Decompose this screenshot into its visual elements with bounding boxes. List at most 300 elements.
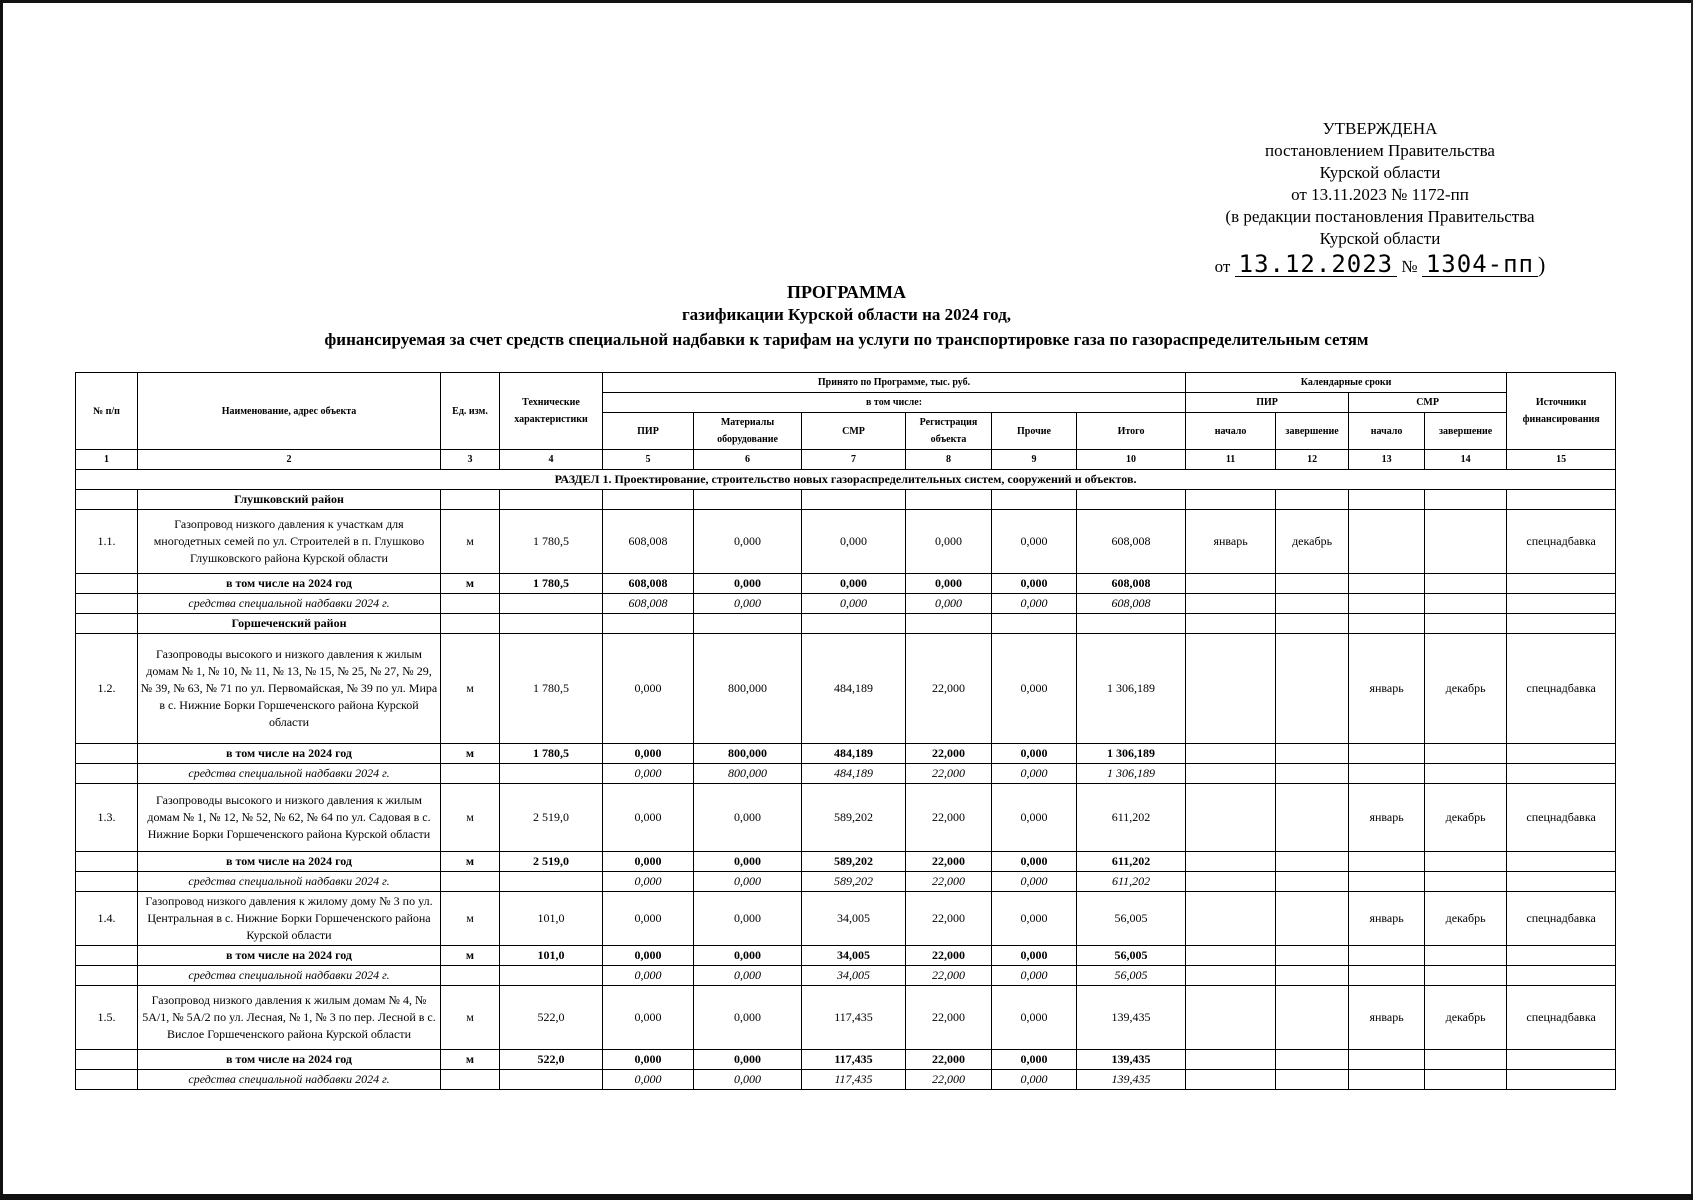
empty-cell	[76, 966, 138, 986]
fund-smr: 0,000	[802, 594, 906, 614]
empty-cell	[1507, 852, 1616, 872]
fund-label: средства специальной надбавки 2024 г.	[138, 966, 441, 986]
object-smr-end: декабрь	[1425, 634, 1507, 744]
object-total: 608,008	[1077, 510, 1186, 574]
empty-cell	[76, 744, 138, 764]
object-pir-end	[1276, 986, 1349, 1050]
district-empty-cell	[992, 614, 1077, 634]
empty-cell	[1349, 966, 1425, 986]
header-sources: Источники финансирования	[1507, 373, 1616, 450]
fund-label: средства специальной надбавки 2024 г.	[138, 594, 441, 614]
fund-registration: 22,000	[906, 966, 992, 986]
empty-cell	[76, 574, 138, 594]
empty-cell	[1186, 744, 1276, 764]
object-source: спецнадбавка	[1507, 986, 1616, 1050]
empty-cell	[1425, 872, 1507, 892]
fund-other: 0,000	[992, 966, 1077, 986]
header-other: Прочие	[992, 413, 1077, 450]
object-number: 1.4.	[76, 892, 138, 946]
empty-cell	[441, 594, 500, 614]
subtotal-materials: 800,000	[694, 744, 802, 764]
object-registration: 0,000	[906, 510, 992, 574]
column-number: 3	[441, 450, 500, 470]
fund-total: 611,202	[1077, 872, 1186, 892]
district-empty-cell	[441, 614, 500, 634]
subtotal-registration: 0,000	[906, 574, 992, 594]
empty-cell	[76, 946, 138, 966]
object-smr-end: декабрь	[1425, 784, 1507, 852]
object-smr: 0,000	[802, 510, 906, 574]
empty-cell	[1276, 1050, 1349, 1070]
header-materials: Материалы оборудование	[694, 413, 802, 450]
approval-handwritten-date: 13.12.2023	[1235, 252, 1398, 277]
column-number: 15	[1507, 450, 1616, 470]
empty-cell	[1349, 946, 1425, 966]
empty-cell	[1186, 852, 1276, 872]
object-row	[76, 784, 1616, 852]
object-pir-end	[1276, 634, 1349, 744]
object-total: 56,005	[1077, 892, 1186, 946]
object-number: 1.1.	[76, 510, 138, 574]
subtotal-total: 608,008	[1077, 574, 1186, 594]
object-source: спецнадбавка	[1507, 892, 1616, 946]
approval-line-2: Курской области	[1319, 163, 1441, 182]
empty-cell	[1425, 852, 1507, 872]
empty-cell	[1349, 1070, 1425, 1090]
header-accepted: Принято по Программе, тыс. руб.	[603, 373, 1186, 393]
column-number: 14	[1425, 450, 1507, 470]
subtotal-total: 1 306,189	[1077, 744, 1186, 764]
empty-cell	[1507, 966, 1616, 986]
fund-total: 1 306,189	[1077, 764, 1186, 784]
empty-cell	[1276, 574, 1349, 594]
object-materials: 800,000	[694, 634, 802, 744]
object-tech: 2 519,0	[500, 784, 603, 852]
empty-cell	[1349, 744, 1425, 764]
district-empty-cell	[1077, 490, 1186, 510]
subtotal-smr: 34,005	[802, 946, 906, 966]
object-pir: 0,000	[603, 634, 694, 744]
empty-cell	[1507, 1050, 1616, 1070]
column-number: 8	[906, 450, 992, 470]
district-empty-cell	[441, 490, 500, 510]
empty-cell	[1276, 872, 1349, 892]
empty-cell	[1507, 594, 1616, 614]
fund-registration: 22,000	[906, 764, 992, 784]
empty-cell	[1276, 966, 1349, 986]
district-empty-cell	[1425, 614, 1507, 634]
subtotal-materials: 0,000	[694, 852, 802, 872]
header-start: начало	[1186, 413, 1276, 450]
subtotal-other: 0,000	[992, 744, 1077, 764]
empty-cell	[1349, 852, 1425, 872]
object-source: спецнадбавка	[1507, 510, 1616, 574]
object-total: 1 306,189	[1077, 634, 1186, 744]
empty-cell	[1186, 1050, 1276, 1070]
object-materials: 0,000	[694, 784, 802, 852]
subtotal-registration: 22,000	[906, 852, 992, 872]
header-tech: Технические характеристики	[500, 373, 603, 450]
section-row	[76, 470, 1616, 490]
subtotal-registration: 22,000	[906, 1050, 992, 1070]
subtotal-tech: 101,0	[500, 946, 603, 966]
empty-cell	[1425, 966, 1507, 986]
header-total: Итого	[1077, 413, 1186, 450]
fund-other: 0,000	[992, 872, 1077, 892]
empty-cell	[1276, 594, 1349, 614]
scan-edge-top	[0, 0, 1693, 3]
object-smr: 34,005	[802, 892, 906, 946]
subtotal-total: 56,005	[1077, 946, 1186, 966]
header-cal-pir: ПИР	[1186, 393, 1349, 413]
empty-cell	[1507, 574, 1616, 594]
approval-block	[1180, 118, 1580, 278]
approval-handwritten-number: 1304-пп	[1422, 252, 1538, 277]
approval-line-3: от 13.11.2023 № 1172-пп	[1291, 185, 1469, 204]
district-empty-cell	[76, 490, 138, 510]
fund-registration: 22,000	[906, 872, 992, 892]
empty-cell	[1425, 764, 1507, 784]
empty-cell	[1186, 946, 1276, 966]
object-pir-start	[1186, 986, 1276, 1050]
fund-materials: 0,000	[694, 1070, 802, 1090]
header-end-2: завершение	[1425, 413, 1507, 450]
header-name: Наименование, адрес объекта	[138, 373, 441, 450]
empty-cell	[1507, 946, 1616, 966]
object-row	[76, 986, 1616, 1050]
object-pir: 0,000	[603, 986, 694, 1050]
object-total: 611,202	[1077, 784, 1186, 852]
object-number: 1.2.	[76, 634, 138, 744]
object-smr: 117,435	[802, 986, 906, 1050]
empty-cell	[1507, 764, 1616, 784]
subtotal-pir: 0,000	[603, 852, 694, 872]
empty-cell	[1507, 744, 1616, 764]
object-other: 0,000	[992, 510, 1077, 574]
object-registration: 22,000	[906, 784, 992, 852]
column-number: 11	[1186, 450, 1276, 470]
object-materials: 0,000	[694, 892, 802, 946]
empty-cell	[441, 1070, 500, 1090]
subtotal-pir: 0,000	[603, 946, 694, 966]
object-smr-end: декабрь	[1425, 892, 1507, 946]
fund-pir: 0,000	[603, 1070, 694, 1090]
district-empty-cell	[1077, 614, 1186, 634]
empty-cell	[441, 872, 500, 892]
district-empty-cell	[1276, 614, 1349, 634]
subtotal-row	[76, 852, 1616, 872]
approval-line-1: постановлением Правительства	[1265, 141, 1495, 160]
header-cal-smr: СМР	[1349, 393, 1507, 413]
district-empty-cell	[802, 614, 906, 634]
subtotal-pir: 0,000	[603, 744, 694, 764]
fund-row	[76, 594, 1616, 614]
object-number: 1.5.	[76, 986, 138, 1050]
column-number: 4	[500, 450, 603, 470]
fund-materials: 800,000	[694, 764, 802, 784]
subtotal-total: 611,202	[1077, 852, 1186, 872]
object-smr-start: январь	[1349, 634, 1425, 744]
header-row-1	[76, 373, 1616, 393]
subtotal-pir: 0,000	[603, 1050, 694, 1070]
object-name: Газопроводы высокого и низкого давления к жилым домам № 1, № 10, № 11, № 13, № 15, № 25, № 27, № 29, № 39, № 63, № 71 по ул. Первомайская, № 39 по ул. Мира в с. Нижние Борки Горшеченского района Курской области	[138, 634, 441, 744]
object-registration: 22,000	[906, 986, 992, 1050]
header-num: № п/п	[76, 373, 138, 450]
empty-cell	[76, 1050, 138, 1070]
district-empty-cell	[76, 614, 138, 634]
district-empty-cell	[603, 490, 694, 510]
empty-cell	[500, 872, 603, 892]
column-number: 7	[802, 450, 906, 470]
subtotal-registration: 22,000	[906, 946, 992, 966]
column-number: 12	[1276, 450, 1349, 470]
object-name: Газопровод низкого давления к участкам для многодетных семей по ул. Строителей в п. Глушково Глушковского района Курской области	[138, 510, 441, 574]
fund-smr: 589,202	[802, 872, 906, 892]
approval-line-4: (в редакции постановления Правительства	[1225, 207, 1535, 226]
subtotal-label: в том числе на 2024 год	[138, 852, 441, 872]
object-smr-start: январь	[1349, 784, 1425, 852]
subtotal-unit: м	[441, 852, 500, 872]
district-name: Горшеченский район	[138, 614, 441, 634]
district-row-glushkovo	[76, 490, 1616, 510]
empty-cell	[441, 764, 500, 784]
empty-cell	[500, 764, 603, 784]
object-tech: 522,0	[500, 986, 603, 1050]
approval-close-paren: )	[1538, 252, 1546, 277]
fund-pir: 0,000	[603, 872, 694, 892]
subtotal-other: 0,000	[992, 852, 1077, 872]
object-pir-end	[1276, 892, 1349, 946]
fund-total: 56,005	[1077, 966, 1186, 986]
subtotal-unit: м	[441, 946, 500, 966]
fund-pir: 0,000	[603, 764, 694, 784]
object-number: 1.3.	[76, 784, 138, 852]
fund-row	[76, 1070, 1616, 1090]
subtotal-smr: 0,000	[802, 574, 906, 594]
object-row	[76, 892, 1616, 946]
object-unit: м	[441, 634, 500, 744]
fund-materials: 0,000	[694, 594, 802, 614]
program-title: ПРОГРАММА	[786, 282, 906, 302]
object-tech: 1 780,5	[500, 634, 603, 744]
fund-smr: 34,005	[802, 966, 906, 986]
column-number: 5	[603, 450, 694, 470]
object-materials: 0,000	[694, 510, 802, 574]
district-empty-cell	[1349, 490, 1425, 510]
empty-cell	[1276, 852, 1349, 872]
object-tech: 1 780,5	[500, 510, 603, 574]
fund-other: 0,000	[992, 594, 1077, 614]
empty-cell	[1425, 1050, 1507, 1070]
object-smr: 589,202	[802, 784, 906, 852]
fund-total: 608,008	[1077, 594, 1186, 614]
fund-other: 0,000	[992, 1070, 1077, 1090]
object-registration: 22,000	[906, 892, 992, 946]
object-smr: 484,189	[802, 634, 906, 744]
fund-registration: 22,000	[906, 1070, 992, 1090]
district-empty-cell	[1507, 614, 1616, 634]
fund-registration: 0,000	[906, 594, 992, 614]
empty-cell	[1507, 872, 1616, 892]
empty-cell	[500, 1070, 603, 1090]
subtotal-materials: 0,000	[694, 574, 802, 594]
object-unit: м	[441, 986, 500, 1050]
district-empty-cell	[906, 490, 992, 510]
empty-cell	[1425, 946, 1507, 966]
district-empty-cell	[906, 614, 992, 634]
object-other: 0,000	[992, 892, 1077, 946]
fund-pir: 0,000	[603, 966, 694, 986]
empty-cell	[76, 1070, 138, 1090]
empty-cell	[76, 872, 138, 892]
subtotal-label: в том числе на 2024 год	[138, 946, 441, 966]
subtotal-tech: 522,0	[500, 1050, 603, 1070]
object-row	[76, 634, 1616, 744]
header-calendar: Календарные сроки	[1186, 373, 1507, 393]
empty-cell	[1186, 764, 1276, 784]
approval-from-word: от	[1214, 257, 1231, 276]
empty-cell	[1186, 574, 1276, 594]
empty-cell	[1186, 1070, 1276, 1090]
district-empty-cell	[500, 614, 603, 634]
fund-row	[76, 966, 1616, 986]
section-title: РАЗДЕЛ 1. Проектирование, строительство новых газораспределительных систем, сооружений и объектов.	[76, 470, 1616, 490]
column-number: 13	[1349, 450, 1425, 470]
subtotal-row	[76, 1050, 1616, 1070]
empty-cell	[76, 764, 138, 784]
empty-cell	[1276, 744, 1349, 764]
header-smr: СМР	[802, 413, 906, 450]
object-other: 0,000	[992, 634, 1077, 744]
district-empty-cell	[1507, 490, 1616, 510]
fund-row	[76, 872, 1616, 892]
fund-pir: 608,008	[603, 594, 694, 614]
district-empty-cell	[1425, 490, 1507, 510]
subtotal-row	[76, 946, 1616, 966]
district-empty-cell	[500, 490, 603, 510]
object-unit: м	[441, 510, 500, 574]
object-smr-start: январь	[1349, 986, 1425, 1050]
district-empty-cell	[1276, 490, 1349, 510]
fund-label: средства специальной надбавки 2024 г.	[138, 1070, 441, 1090]
fund-other: 0,000	[992, 764, 1077, 784]
object-pir-end	[1276, 784, 1349, 852]
object-name: Газопроводы высокого и низкого давления к жилым домам № 1, № 12, № 52, № 62, № 64 по ул. Садовая в с. Нижние Борки Горшеченского района Курской области	[138, 784, 441, 852]
fund-materials: 0,000	[694, 966, 802, 986]
district-row-gorshechnoe	[76, 614, 1616, 634]
fund-row	[76, 764, 1616, 784]
object-name: Газопровод низкого давления к жилому дому № 3 по ул. Центральная в с. Нижние Борки Горшеченского района Курской области	[138, 892, 441, 946]
empty-cell	[1349, 574, 1425, 594]
subtotal-label: в том числе на 2024 год	[138, 574, 441, 594]
program-table	[75, 372, 1616, 1090]
empty-cell	[1186, 872, 1276, 892]
empty-cell	[500, 594, 603, 614]
subtotal-other: 0,000	[992, 1050, 1077, 1070]
subtotal-pir: 608,008	[603, 574, 694, 594]
empty-cell	[1349, 764, 1425, 784]
subtotal-label: в том числе на 2024 год	[138, 1050, 441, 1070]
object-pir-start	[1186, 892, 1276, 946]
header-registration: Регистрация объекта	[906, 413, 992, 450]
object-smr-end	[1425, 510, 1507, 574]
empty-cell	[1425, 574, 1507, 594]
approval-title: УТВЕРЖДЕНА	[1322, 119, 1438, 138]
object-row	[76, 510, 1616, 574]
object-other: 0,000	[992, 784, 1077, 852]
empty-cell	[1349, 594, 1425, 614]
object-pir-end: декабрь	[1276, 510, 1349, 574]
empty-cell	[1186, 966, 1276, 986]
empty-cell	[500, 966, 603, 986]
column-number: 1	[76, 450, 138, 470]
subtotal-registration: 22,000	[906, 744, 992, 764]
object-pir: 608,008	[603, 510, 694, 574]
empty-cell	[1186, 594, 1276, 614]
object-other: 0,000	[992, 986, 1077, 1050]
empty-cell	[1349, 1050, 1425, 1070]
scan-edge-left	[0, 0, 3, 1200]
column-number: 9	[992, 450, 1077, 470]
empty-cell	[441, 966, 500, 986]
empty-cell	[1507, 1070, 1616, 1090]
district-empty-cell	[694, 490, 802, 510]
subtotal-total: 139,435	[1077, 1050, 1186, 1070]
object-total: 139,435	[1077, 986, 1186, 1050]
object-smr-end: декабрь	[1425, 986, 1507, 1050]
district-empty-cell	[1186, 490, 1276, 510]
empty-cell	[1276, 1070, 1349, 1090]
object-pir: 0,000	[603, 892, 694, 946]
subtotal-unit: м	[441, 574, 500, 594]
header-including: в том числе:	[603, 393, 1186, 413]
subtotal-row	[76, 744, 1616, 764]
header-unit: Ед. изм.	[441, 373, 500, 450]
subtotal-label: в том числе на 2024 год	[138, 744, 441, 764]
subtotal-materials: 0,000	[694, 946, 802, 966]
subtotal-smr: 484,189	[802, 744, 906, 764]
object-registration: 22,000	[906, 634, 992, 744]
subtotal-tech: 2 519,0	[500, 852, 603, 872]
fund-total: 139,435	[1077, 1070, 1186, 1090]
program-subtitle: газификации Курской области на 2024 год,	[681, 305, 1012, 324]
subtotal-unit: м	[441, 744, 500, 764]
object-smr-start	[1349, 510, 1425, 574]
empty-cell	[1425, 1070, 1507, 1090]
object-smr-start: январь	[1349, 892, 1425, 946]
fund-smr: 484,189	[802, 764, 906, 784]
district-empty-cell	[1349, 614, 1425, 634]
column-number: 2	[138, 450, 441, 470]
program-description: финансируемая за счет средств специальной надбавки к тарифам на услуги по транспортировке газа по газораспределительным сетям	[324, 330, 1369, 349]
subtotal-other: 0,000	[992, 574, 1077, 594]
empty-cell	[76, 594, 138, 614]
district-empty-cell	[1186, 614, 1276, 634]
scan-edge-bottom	[0, 1194, 1693, 1200]
object-name: Газопровод низкого давления к жилым домам № 4, № 5А/1, № 5А/2 по ул. Лесная, № 1, № 3 по пер. Лесной в с. Вислое Горшеченского района Курской области	[138, 986, 441, 1050]
object-unit: м	[441, 784, 500, 852]
object-materials: 0,000	[694, 986, 802, 1050]
header-end: завершение	[1276, 413, 1349, 450]
header-pir: ПИР	[603, 413, 694, 450]
object-source: спецнадбавка	[1507, 784, 1616, 852]
district-empty-cell	[802, 490, 906, 510]
approval-line-5: Курской области	[1319, 229, 1441, 248]
subtotal-tech: 1 780,5	[500, 744, 603, 764]
object-pir-start	[1186, 634, 1276, 744]
subtotal-tech: 1 780,5	[500, 574, 603, 594]
column-number: 10	[1077, 450, 1186, 470]
